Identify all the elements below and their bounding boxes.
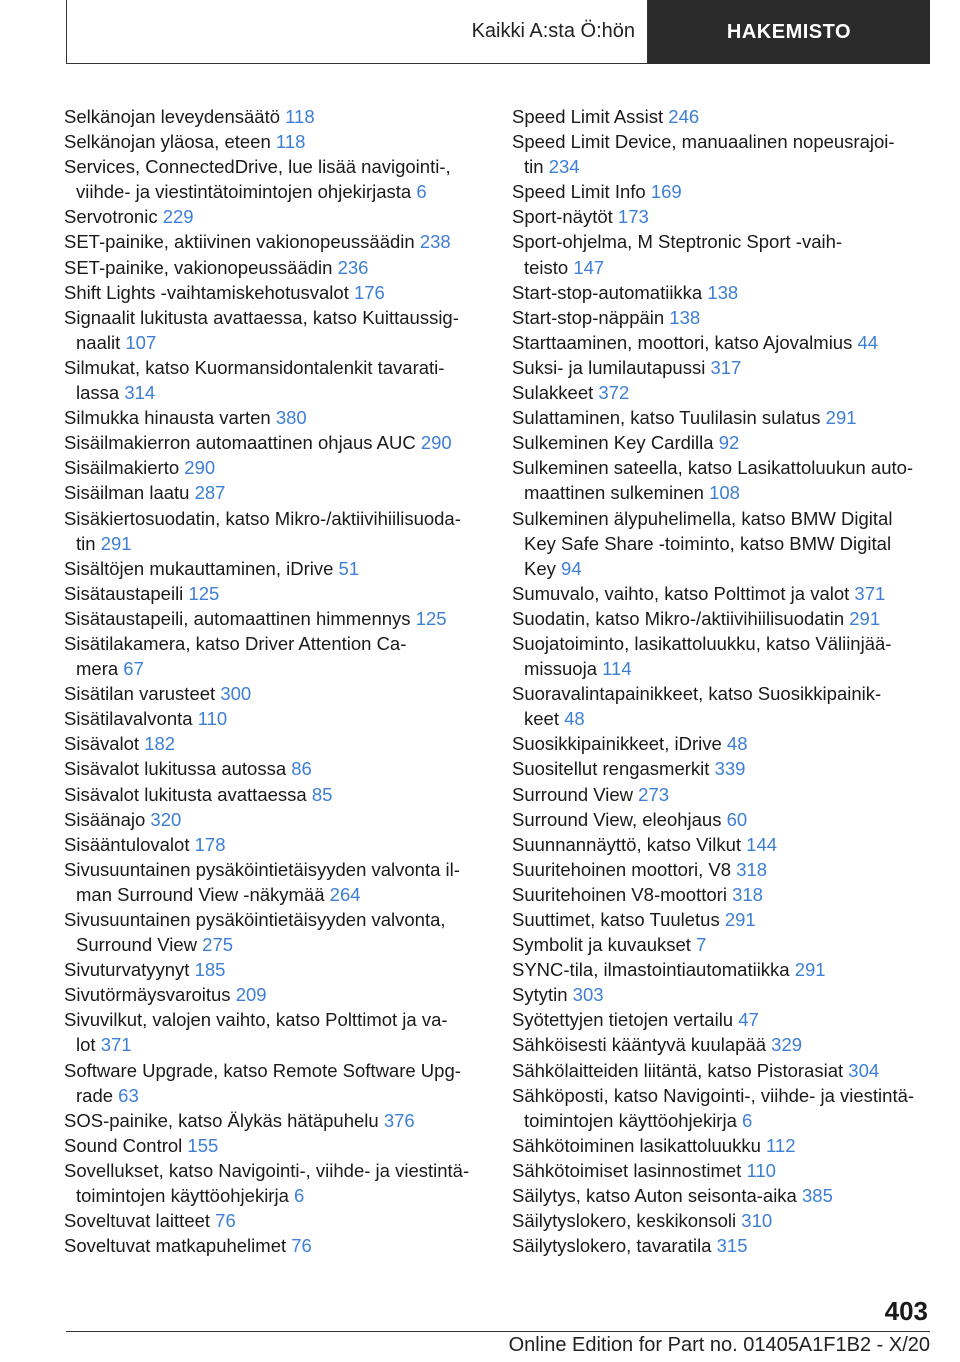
entry-text: Silmukat, katso Kuormansidontalenkit tavarati- lassa bbox=[64, 356, 445, 404]
entry-text: Soveltuvat laitteet bbox=[64, 1210, 211, 1232]
entry-text: Sulkeminen Key Cardilla bbox=[512, 432, 714, 454]
index-entry bbox=[64, 154, 484, 204]
page-link[interactable]: 155 bbox=[187, 1134, 219, 1156]
index-entry bbox=[512, 506, 932, 581]
index-entry bbox=[64, 756, 484, 781]
entry-text: Sisäilman laatu bbox=[64, 482, 190, 504]
page-link[interactable]: 329 bbox=[771, 1034, 803, 1056]
index-entry bbox=[512, 129, 932, 179]
entry-text: Starttaaminen, moottori, katso Ajovalmius bbox=[512, 331, 853, 353]
page-link[interactable]: 118 bbox=[275, 131, 306, 153]
index-entry bbox=[512, 1133, 932, 1158]
page-link[interactable]: 178 bbox=[194, 833, 226, 855]
index-entry bbox=[64, 1233, 484, 1258]
index-entry bbox=[64, 782, 484, 807]
page-number: 403 bbox=[884, 1296, 928, 1326]
footer-divider bbox=[66, 1331, 930, 1332]
index-entry bbox=[64, 280, 484, 305]
index-entry bbox=[512, 280, 932, 305]
index-entry bbox=[64, 1058, 484, 1108]
page-link[interactable]: 114 bbox=[602, 658, 632, 680]
entry-text: Sulattaminen, katso Tuulilasin sulatus bbox=[512, 407, 821, 429]
entry-text: Sisäänajo bbox=[64, 808, 146, 830]
page-link[interactable]: 315 bbox=[716, 1235, 748, 1257]
page-link[interactable]: 371 bbox=[854, 582, 886, 604]
entry-text: Suosikkipainikkeet, iDrive bbox=[512, 733, 722, 755]
page-link[interactable]: 310 bbox=[741, 1210, 773, 1232]
index-entry bbox=[512, 1083, 932, 1133]
page-link[interactable]: 92 bbox=[718, 432, 740, 454]
entry-text: Sisävalot lukitussa autossa bbox=[64, 758, 287, 780]
index-entry bbox=[64, 229, 484, 254]
entry-text: Sivusuuntainen pysäköintietäisyyden valvonta, Surround View bbox=[64, 909, 446, 956]
index-entry bbox=[64, 204, 484, 229]
index-entry bbox=[512, 631, 932, 681]
entry-text: Sisäilmakierron automaattinen ohjaus AUC bbox=[64, 432, 416, 454]
page-link[interactable]: 48 bbox=[564, 708, 585, 730]
index-entry bbox=[64, 405, 484, 430]
page-link[interactable]: 7 bbox=[696, 934, 707, 956]
index-entry bbox=[512, 932, 932, 957]
index-entry bbox=[512, 681, 932, 731]
entry-text: Sähköisesti kääntyvä kuulapää bbox=[512, 1034, 767, 1056]
index-entry bbox=[64, 1108, 484, 1133]
index-entry bbox=[512, 957, 932, 982]
index-entry bbox=[512, 907, 932, 932]
page-link[interactable]: 385 bbox=[802, 1185, 833, 1207]
section-title: Kaikki A:sta Ö:hön bbox=[66, 0, 648, 64]
page-link[interactable]: 125 bbox=[415, 607, 447, 629]
page-link[interactable]: 185 bbox=[194, 959, 226, 981]
index-entry bbox=[64, 506, 484, 556]
entry-text: Sähkölaitteiden liitäntä, katso Pistorasiat bbox=[512, 1059, 844, 1081]
page-link[interactable]: 63 bbox=[118, 1084, 139, 1106]
index-entry bbox=[64, 1158, 484, 1208]
index-entry bbox=[512, 229, 932, 279]
entry-text: Suunnannäyttö, katso Vilkut bbox=[512, 833, 742, 855]
index-entry bbox=[512, 405, 932, 430]
index-entry bbox=[512, 982, 932, 1007]
index-entry bbox=[64, 355, 484, 405]
entry-text: Software Upgrade, katso Remote Software Upg- rade bbox=[64, 1059, 461, 1106]
index-entry bbox=[512, 882, 932, 907]
entry-text: Suodatin, katso Mikro-/aktiivihiilisuodatin bbox=[512, 607, 845, 629]
index-entry bbox=[512, 380, 932, 405]
page-link[interactable]: 339 bbox=[714, 758, 746, 780]
index-entry bbox=[64, 631, 484, 681]
entry-text: Sivusuuntainen pysäköintietäisyyden valvonta il- man Surround View -näkymää bbox=[64, 858, 460, 905]
page-link[interactable]: 176 bbox=[353, 281, 385, 303]
entry-text: Silmukka hinausta varten bbox=[64, 407, 271, 429]
index-entry bbox=[512, 756, 932, 781]
entry-text: Sisältöjen mukauttaminen, iDrive bbox=[64, 557, 334, 579]
index-entry bbox=[64, 606, 484, 631]
tab-hakemisto[interactable]: HAKEMISTO bbox=[648, 0, 930, 64]
page-link[interactable]: 110 bbox=[746, 1159, 776, 1181]
entry-text: Surround View, eleohjaus bbox=[512, 808, 722, 830]
page-link[interactable]: 300 bbox=[220, 683, 252, 705]
entry-text: Sumuvalo, vaihto, katso Polttimot ja valot bbox=[512, 582, 850, 604]
index-entry bbox=[512, 455, 932, 505]
index-entry bbox=[64, 1133, 484, 1158]
page-link[interactable]: 138 bbox=[707, 281, 739, 303]
entry-text: Suositellut rengasmerkit bbox=[512, 758, 710, 780]
index-entry bbox=[512, 330, 932, 355]
index-entry bbox=[64, 430, 484, 455]
page-link[interactable]: 182 bbox=[144, 733, 176, 755]
index-entry bbox=[512, 430, 932, 455]
index-entry bbox=[512, 581, 932, 606]
index-entry bbox=[512, 1208, 932, 1233]
page-link[interactable]: 290 bbox=[420, 432, 452, 454]
page-link[interactable]: 287 bbox=[194, 482, 226, 504]
page-link[interactable]: 304 bbox=[848, 1059, 880, 1081]
entry-text: Sivuturvatyynyt bbox=[64, 959, 190, 981]
entry-text: Säilytyslokero, tavaratila bbox=[512, 1235, 712, 1257]
entry-text: Sisävalot lukitusta avattaessa bbox=[64, 783, 307, 805]
entry-text: Syötettyjen tietojen vertailu bbox=[512, 1009, 734, 1031]
entry-text: Selkänojan yläosa, eteen bbox=[64, 131, 271, 153]
page-link[interactable]: 85 bbox=[311, 783, 333, 805]
page-link[interactable]: 318 bbox=[732, 883, 763, 905]
index-entry bbox=[64, 1007, 484, 1057]
entry-text: Sähkötoiminen lasikattoluukku bbox=[512, 1134, 761, 1156]
entry-text: Selkänojan leveydensäätö bbox=[64, 106, 280, 127]
index-entry bbox=[64, 129, 484, 154]
entry-text: Säilytyslokero, keskikonsoli bbox=[512, 1210, 737, 1232]
index-entry bbox=[64, 807, 484, 832]
entry-text: Suoravalintapainikkeet, katso Suosikkipainik- keet bbox=[512, 683, 882, 730]
entry-text: Sisätilavalvonta bbox=[64, 708, 193, 730]
index-entry bbox=[512, 606, 932, 631]
index-entry bbox=[64, 957, 484, 982]
entry-text: Suuritehoinen V8-moottori bbox=[512, 883, 727, 905]
index-entry bbox=[64, 681, 484, 706]
index-entry bbox=[64, 305, 484, 355]
entry-text: Suuttimet, katso Tuuletus bbox=[512, 909, 720, 930]
page-link[interactable]: 147 bbox=[573, 256, 605, 278]
page-link[interactable]: 303 bbox=[572, 984, 604, 1006]
entry-text: Suuritehoinen moottori, V8 bbox=[512, 858, 732, 880]
page-link[interactable]: 67 bbox=[123, 658, 144, 680]
index-entry bbox=[64, 982, 484, 1007]
entry-text: Shift Lights -vaihtamiskehotusvalot bbox=[64, 281, 349, 303]
entry-text: Start-stop-automatiikka bbox=[512, 281, 703, 303]
entry-text: Sulakkeet bbox=[512, 382, 594, 404]
index-column-left bbox=[64, 104, 484, 1258]
page-link[interactable]: 94 bbox=[561, 557, 582, 579]
page-link[interactable]: 118 bbox=[285, 106, 315, 127]
entry-text: Sound Control bbox=[64, 1134, 183, 1156]
page-link[interactable]: 264 bbox=[329, 883, 361, 905]
page-link[interactable]: 48 bbox=[726, 733, 748, 755]
entry-text: Sport-ohjelma, M Steptronic Sport -vaih- teisto bbox=[512, 231, 843, 278]
page-link[interactable]: 290 bbox=[184, 457, 216, 479]
index-entry bbox=[512, 1032, 932, 1057]
index-entry bbox=[64, 455, 484, 480]
page-link[interactable]: 275 bbox=[202, 934, 234, 956]
entry-text: Suksi- ja lumilautapussi bbox=[512, 356, 706, 378]
page-link[interactable]: 138 bbox=[669, 306, 701, 328]
entry-text: Sulkeminen sateella, katso Lasikattoluukun auto- maattinen sulkeminen bbox=[512, 457, 914, 504]
page-link[interactable]: 6 bbox=[416, 181, 427, 203]
entry-text: Servotronic bbox=[64, 206, 158, 228]
index-entry bbox=[512, 731, 932, 756]
page-link[interactable]: 317 bbox=[710, 356, 742, 378]
page-link[interactable]: 107 bbox=[125, 331, 157, 353]
index-entry bbox=[512, 1007, 932, 1032]
entry-text: SOS-painike, katso Älykäs hätäpuhelu bbox=[64, 1109, 379, 1131]
index-entry bbox=[512, 1183, 932, 1208]
page-link[interactable]: 376 bbox=[383, 1109, 415, 1131]
page-link[interactable]: 44 bbox=[857, 331, 879, 353]
index-entry bbox=[512, 104, 932, 129]
entry-text: Sulkeminen älypuhelimella, katso BMW Digital Key Safe Share -toiminto, katso BMW Digital Key bbox=[512, 507, 893, 579]
entry-text: Sisääntulovalot bbox=[64, 833, 190, 855]
entry-text: Speed Limit Assist bbox=[512, 106, 664, 127]
page-link[interactable]: 144 bbox=[746, 833, 778, 855]
entry-text: SYNC-tila, ilmastointiautomatiikka bbox=[512, 959, 790, 981]
entry-text: Symbolit ja kuvaukset bbox=[512, 934, 691, 956]
index-entry bbox=[64, 1208, 484, 1233]
entry-text: Sähkötoimiset lasinnostimet bbox=[512, 1159, 742, 1181]
index-entry bbox=[512, 1058, 932, 1083]
entry-text: Signaalit lukitusta avattaessa, katso Kuittaussig- naalit bbox=[64, 306, 459, 353]
index-entry bbox=[512, 832, 932, 857]
page-header bbox=[66, 0, 930, 64]
index-entry bbox=[512, 204, 932, 229]
page-link[interactable]: 371 bbox=[100, 1034, 132, 1056]
page-link[interactable]: 47 bbox=[738, 1009, 759, 1031]
entry-text: Start-stop-näppäin bbox=[512, 306, 665, 328]
entry-text: Sytytin bbox=[512, 984, 568, 1006]
entry-text: Sivuvilkut, valojen vaihto, katso Polttimot ja va- lot bbox=[64, 1009, 448, 1056]
page-link[interactable]: 108 bbox=[709, 482, 740, 504]
entry-text: Sisätaustapeili bbox=[64, 582, 184, 604]
page-link[interactable]: 173 bbox=[617, 206, 649, 228]
entry-text: Sisätilakamera, katso Driver Attention Ca- mera bbox=[64, 632, 407, 680]
entry-text: Sisäkiertosuodatin, katso Mikro-/aktiivihiilisuoda- tin bbox=[64, 507, 461, 554]
index-entry bbox=[512, 1233, 932, 1258]
page-link[interactable]: 51 bbox=[338, 557, 360, 579]
index-entry bbox=[64, 857, 484, 907]
page-link[interactable]: 236 bbox=[337, 256, 369, 278]
entry-text: Services, ConnectedDrive, lue lisää navigointi-, viihde- ja viestintätoimintojen ohjekirjasta bbox=[64, 156, 451, 203]
page-link[interactable]: 112 bbox=[766, 1134, 796, 1156]
entry-text: SET-painike, aktiivinen vakionopeussäädin bbox=[64, 231, 415, 253]
entry-text: Sisätaustapeili, automaattinen himmennys bbox=[64, 607, 411, 629]
page-link[interactable]: 110 bbox=[197, 708, 228, 730]
index-entry bbox=[512, 355, 932, 380]
page-link[interactable]: 76 bbox=[215, 1210, 236, 1232]
page-link[interactable]: 372 bbox=[598, 382, 630, 404]
entry-text: Sivutörmäysvaroitus bbox=[64, 984, 231, 1006]
entry-text: Soveltuvat matkapuhelimet bbox=[64, 1235, 287, 1257]
page-link[interactable]: 234 bbox=[548, 156, 580, 178]
entry-text: Sport-näytöt bbox=[512, 206, 613, 228]
page-link[interactable]: 169 bbox=[650, 181, 682, 203]
entry-text: Suojatoiminto, lasikattoluukku, katso Väliinjää- missuoja bbox=[512, 632, 892, 680]
entry-text: Sisävalot bbox=[64, 733, 140, 755]
index-entry bbox=[512, 782, 932, 807]
entry-text: Speed Limit Device, manuaalinen nopeusrajoi- tin bbox=[512, 131, 895, 178]
page-link[interactable]: 6 bbox=[742, 1109, 753, 1131]
index-entry bbox=[512, 305, 932, 330]
page-link[interactable]: 6 bbox=[294, 1185, 305, 1207]
index-entry bbox=[64, 731, 484, 756]
entry-text: SET-painike, vakionopeussäädin bbox=[64, 256, 333, 278]
page-link[interactable]: 273 bbox=[638, 783, 670, 805]
page-link[interactable]: 314 bbox=[124, 382, 156, 404]
entry-text: Sisätilan varusteet bbox=[64, 683, 216, 705]
page-link[interactable]: 229 bbox=[162, 206, 194, 228]
index-entry bbox=[64, 255, 484, 280]
page-link[interactable]: 238 bbox=[419, 231, 451, 253]
page-link[interactable]: 291 bbox=[849, 607, 881, 629]
entry-text: Sisäilmakierto bbox=[64, 457, 180, 479]
entry-text: Sovellukset, katso Navigointi-, viihde- ja viestintä- toimintojen käyttöohjekirja bbox=[64, 1159, 470, 1207]
index-entry bbox=[64, 556, 484, 581]
page-link[interactable]: 291 bbox=[100, 532, 132, 554]
page-link[interactable]: 380 bbox=[275, 407, 307, 429]
entry-text: Surround View bbox=[512, 783, 634, 805]
index-entry bbox=[512, 179, 932, 204]
page-link[interactable]: 291 bbox=[794, 959, 826, 981]
page-link[interactable]: 209 bbox=[235, 984, 267, 1006]
index-entry bbox=[512, 807, 932, 832]
page-link[interactable]: 246 bbox=[668, 106, 700, 127]
page-link[interactable]: 86 bbox=[291, 758, 312, 780]
index-entry bbox=[512, 1158, 932, 1183]
index-column-right bbox=[512, 104, 932, 1258]
index-entry bbox=[64, 581, 484, 606]
index-entry bbox=[512, 857, 932, 882]
entry-text: Speed Limit Info bbox=[512, 181, 646, 203]
page-link[interactable]: 76 bbox=[291, 1235, 312, 1257]
index-entry bbox=[64, 104, 484, 129]
index-entry bbox=[64, 832, 484, 857]
index-entry bbox=[64, 480, 484, 505]
index-entry bbox=[64, 706, 484, 731]
page-link[interactable]: 60 bbox=[726, 808, 748, 830]
page-link[interactable]: 318 bbox=[736, 858, 768, 880]
page-link[interactable]: 125 bbox=[188, 582, 220, 604]
footer-edition: Online Edition for Part no. 01405A1F1B2 - X/20 bbox=[508, 1334, 930, 1356]
entry-text: Säilytys, katso Auton seisonta-aika bbox=[512, 1185, 797, 1207]
page-link[interactable]: 291 bbox=[724, 909, 756, 930]
page-link[interactable]: 320 bbox=[150, 808, 182, 830]
entry-text: Sähköposti, katso Navigointi-, viihde- ja viestintä- toimintojen käyttöohjekirja bbox=[512, 1084, 915, 1131]
page-link[interactable]: 291 bbox=[825, 407, 857, 429]
index-entry bbox=[64, 907, 484, 957]
